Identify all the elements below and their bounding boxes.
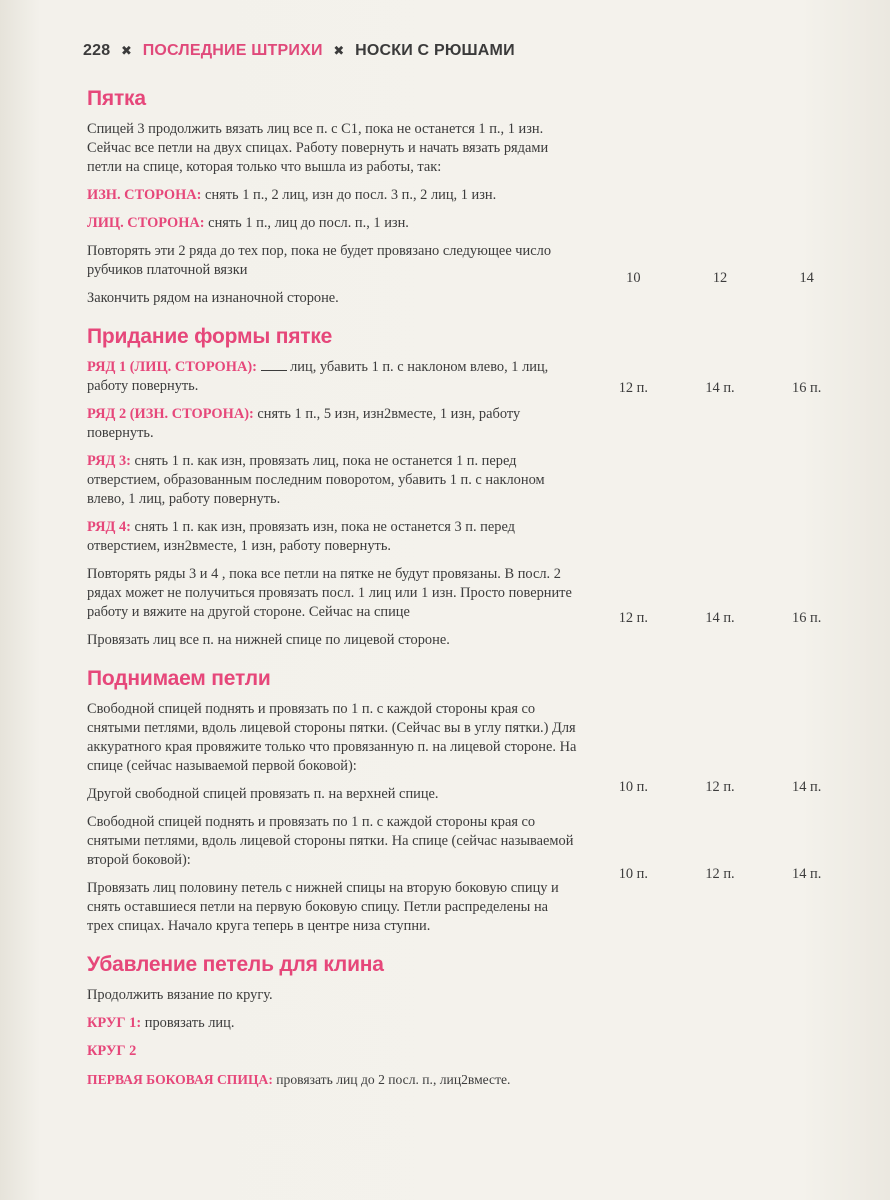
blank-line <box>261 360 287 371</box>
text: снять 1 п., лиц до посл. п., 1 изн. <box>204 215 409 231</box>
text: снять 1 п. как изн, провязать лиц, пока не останется 1 п. перед отверстием, образованным последним поворотом, убавить 1 п. с наклоном влево, 1 лиц, работу повернуть. <box>87 453 545 507</box>
heading-heel-shaping: Придание формы пятке <box>87 325 333 348</box>
heading-pickup: Поднимаем петли <box>87 667 271 690</box>
text: провязать лиц до 2 посл. п., лиц2вместе. <box>272 1072 511 1087</box>
paragraph: Свободной спицей поднять и провязать по 1 п. с каждой стороны края со снятыми петлями, вдоль лицевой стороны пятки. На спице (сейчас называемой второй боковой): <box>87 814 574 868</box>
instruction-rs <box>87 214 577 233</box>
instruction-first-needle <box>87 1070 577 1089</box>
size-row-row1 <box>590 380 850 397</box>
size-value: 14 п. <box>705 610 735 626</box>
paragraph: Провязать лиц половину петель с нижней спицы на вторую боковую спицу и снять оставшиеся петли на первую боковую спицу. Петли распределены на трех спицах. Начало круга теперь в центре низа ступни. <box>87 880 559 934</box>
size-value: 12 п. <box>618 610 648 626</box>
label: РЯД 1 (ЛИЦ. СТОРОНА): <box>87 359 257 375</box>
section-title: ПОСЛЕДНИЕ ШТРИХИ <box>142 42 323 59</box>
separator-icon: ✖ <box>120 43 133 58</box>
text: снять 1 п. как изн, провязать изн, пока не останется 3 п. перед отверстием, изн2вместе, 1 изн, работу повернуть. <box>87 519 515 554</box>
label: ИЗН. СТОРОНА: <box>87 187 202 203</box>
page-number: 228 <box>83 42 111 59</box>
size-value: 10 п. <box>618 866 648 882</box>
size-value: 14 <box>799 270 814 286</box>
size-value: 16 п. <box>792 610 822 626</box>
paragraph: Повторять эти 2 ряда до тех пор, пока не будет провязано следующее число рубчиков платочной вязки <box>87 243 552 278</box>
subsection-title: НОСКИ С РЮШАМИ <box>355 42 515 59</box>
size-value: 12 п. <box>705 779 735 795</box>
paragraph: Закончить рядом на изнаночной стороне. <box>87 290 339 306</box>
size-value: 12 п. <box>618 380 648 396</box>
label: ПЕРВАЯ БОКОВАЯ СПИЦА: <box>87 1072 273 1087</box>
size-row-repeat <box>590 610 850 627</box>
size-row-second-side <box>590 866 850 883</box>
size-value: 12 п. <box>705 866 735 882</box>
instruction-row4 <box>87 518 577 556</box>
instruction-round2 <box>87 1042 577 1061</box>
size-value: 14 п. <box>792 866 822 882</box>
heading-heel: Пятка <box>87 87 146 110</box>
heading-gusset: Убавление петель для клина <box>87 953 384 976</box>
paragraph: Продолжить вязание по кругу. <box>87 987 273 1003</box>
size-value: 16 п. <box>792 380 822 396</box>
size-value: 14 п. <box>705 380 735 396</box>
label: РЯД 3: <box>87 453 131 469</box>
size-value: 12 <box>712 270 728 286</box>
size-row-first-side <box>590 779 850 796</box>
label: РЯД 2 (ИЗН. СТОРОНА): <box>87 406 254 422</box>
instruction-round1 <box>87 1014 577 1033</box>
text: лиц, убавить 1 п. с наклоном влево, 1 лиц, работу повернуть. <box>87 359 549 394</box>
label: КРУГ 2 <box>87 1043 137 1059</box>
paragraph: Спицей 3 продолжить вязать лиц все п. с С1, пока не останется 1 п., 1 изн. Сейчас все петли на двух спицах. Работу повернуть и начать вязать рядами петли на спице, которая только что вышла из работы, так: <box>87 121 549 175</box>
instruction-row3 <box>87 452 577 509</box>
label: РЯД 4: <box>87 519 131 535</box>
instruction-row1 <box>87 358 577 396</box>
paragraph: Свободной спицей поднять и провязать по 1 п. с каждой стороны края со снятыми петлями, вдоль лицевой стороны пятки. (Сейчас вы в углу пятки.) Для аккуратного края провяжите только что провязанную п. на лицевой стороне. На спице (сейчас называемой первой боковой): <box>87 701 577 774</box>
running-head <box>83 42 515 60</box>
text: снять 1 п., 2 лиц, изн до посл. 3 п., 2 лиц, 1 изн. <box>201 187 497 203</box>
size-value: 10 п. <box>618 779 648 795</box>
label: КРУГ 1: <box>87 1015 142 1031</box>
instruction-ws <box>87 186 577 205</box>
size-row-ridges <box>590 270 850 287</box>
size-value: 10 <box>626 270 641 286</box>
label: ЛИЦ. СТОРОНА: <box>87 215 205 231</box>
paragraph: Другой свободной спицей провязать п. на верхней спице. <box>87 786 439 802</box>
text: провязать лиц. <box>141 1015 235 1031</box>
paragraph: Повторять ряды 3 и 4 , пока все петли на пятке не будут провязаны. В посл. 2 рядах может не получиться провязать посл. 1 лиц или 1 изн. Просто поверните работу и вяжите на другой стороне. Сейчас на спице <box>87 566 572 620</box>
size-value: 14 п. <box>792 779 822 795</box>
text: снять 1 п., 5 изн, изн2вместе, 1 изн, работу повернуть. <box>87 406 521 441</box>
paragraph: Провязать лиц все п. на нижней спице по лицевой стороне. <box>87 632 450 648</box>
separator-icon: ✖ <box>333 43 345 58</box>
main-content <box>87 86 577 1098</box>
instruction-row2 <box>87 405 577 443</box>
